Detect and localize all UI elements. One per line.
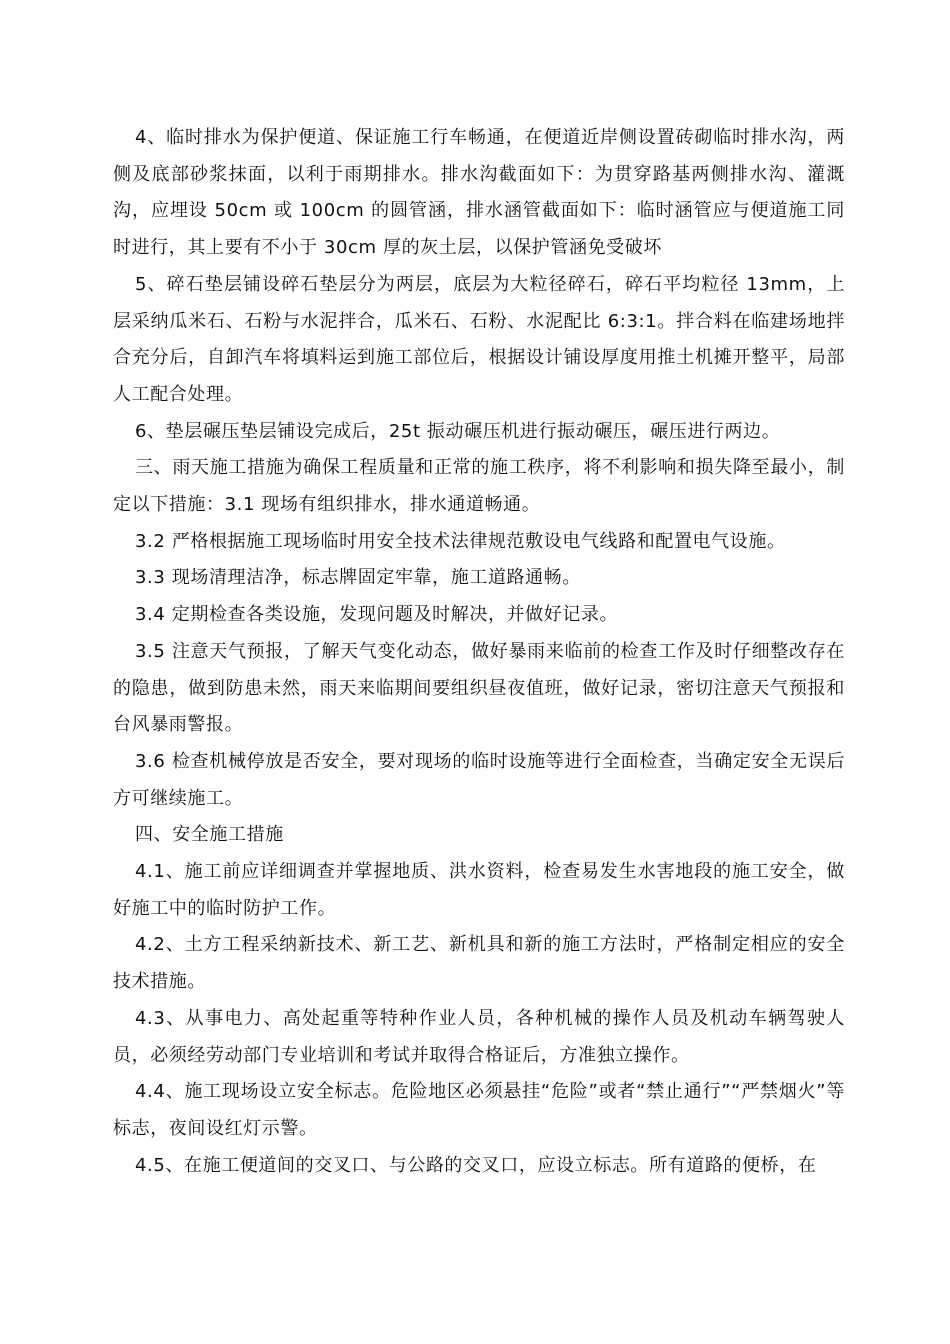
paragraph-4-2: 4.2、土方工程采纳新技术、新工艺、新机具和新的施工方法时，严格制定相应的安全技术措施。 — [113, 934, 845, 993]
paragraph-3-4: 3.4 定期检查各类设施，发现问题及时解决，并做好记录。 — [135, 604, 619, 626]
paragraph-3-6: 3.6 检查机械停放是否安全，要对现场的临时设施等进行全面检查，当确定安全无误后方可继续施工。 — [113, 750, 845, 809]
paragraph-rainy-measures: 三、雨天施工措施为确保工程质量和正常的施工秩序，将不利影响和损失降至最小，制定以下措施：3.1 现场有组织排水，排水通道畅通。 — [113, 457, 845, 516]
paragraph-3-3: 3.3 现场清理洁净，标志牌固定牢靠，施工道路通畅。 — [135, 567, 581, 589]
section-heading-safety: 四、安全施工措施 — [135, 824, 284, 846]
document-body — [113, 120, 845, 1184]
paragraph-cushion-compaction: 6、垫层碾压垫层铺设完成后，25t 振动碾压机进行振动碾压，碾压进行两边。 — [135, 420, 781, 442]
paragraph-temporary-drainage: 4、临时排水为保护便道、保证施工行车畅通，在便道近岸侧设置砖砌临时排水沟，两侧及底部砂浆抹面，以利于雨期排水。排水沟截面如下：为贯穿路基两侧排水沟、灌溉沟，应埋设 50cm 或 100cm 的圆管涵，排水涵管截面如下：临时涵管应与便道施工同时进行，其上要有不小于 30cm 厚的灰土层，以保护管涵免受破坏 — [113, 127, 845, 259]
paragraph-4-5: 4.5、在施工便道间的交叉口、与公路的交叉口，应设立标志。所有道路的便桥，在 — [135, 1154, 817, 1176]
paragraph-4-1: 4.1、施工前应详细调查并掌握地质、洪水资料，检查易发生水害地段的施工安全，做好施工中的临时防护工作。 — [113, 861, 845, 919]
paragraph-gravel-cushion: 5、碎石垫层铺设碎石垫层分为两层，底层为大粒径碎石，碎石平均粒径 13mm，上层采纳瓜米石、石粉与水泥拌合，瓜米石、石粉、水泥配比 6:3:1。拌合料在临建场地拌合充分后，自卸汽车将填料运到施工部位后，根据设计铺设厚度用推土机摊开整平，局部人工配合处理。 — [113, 273, 845, 405]
paragraph-3-5: 3.5 注意天气预报，了解天气变化动态，做好暴雨来临前的检查工作及时仔细整改存在的隐患，做到防患未然，雨天来临期间要组织昼夜值班，做好记录，密切注意天气预报和台风暴雨警报。 — [113, 640, 845, 736]
paragraph-4-4: 4.4、施工现场设立安全标志。危险地区必须悬挂“危险”或者“禁止通行”“严禁烟火”等标志，夜间设红灯示警。 — [113, 1081, 845, 1139]
paragraph-3-2: 3.2 严格根据施工现场临时用安全技术法律规范敷设电气线路和配置电气设施。 — [135, 530, 786, 552]
paragraph-4-3: 4.3、从事电力、高处起重等特种作业人员，各种机械的操作人员及机动车辆驾驶人员，必须经劳动部门专业培训和考试并取得合格证后，方准独立操作。 — [113, 1007, 845, 1066]
